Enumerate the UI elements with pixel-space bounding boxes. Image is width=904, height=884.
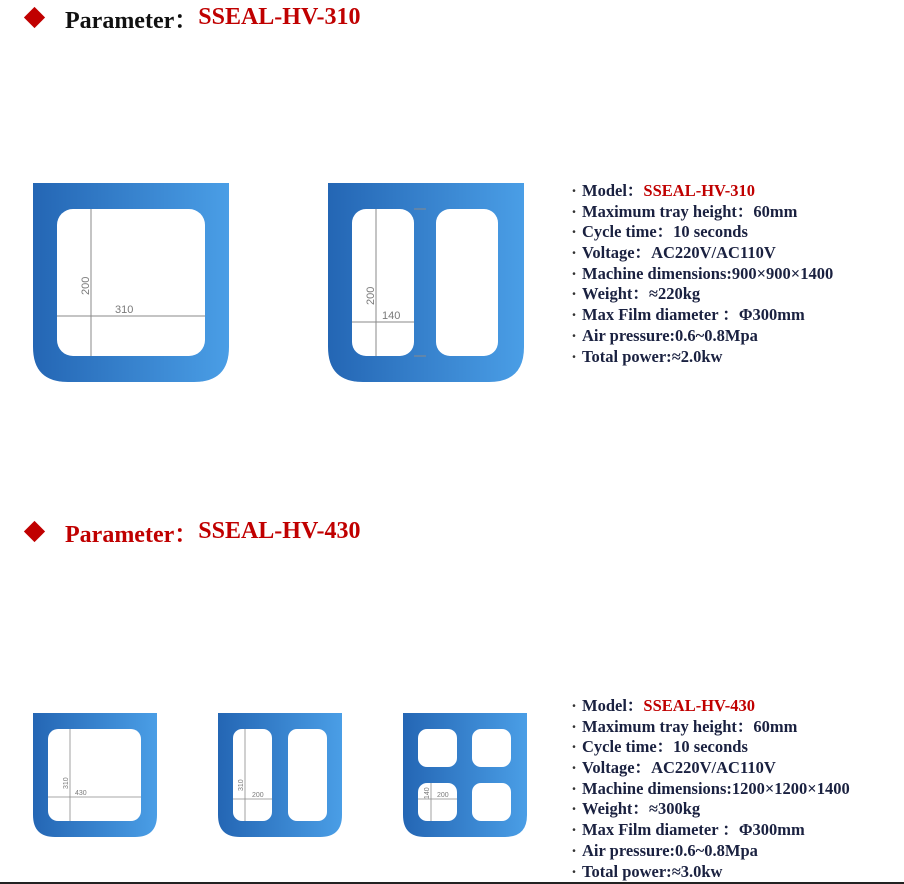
spec-item-film-diameter: [566, 820, 850, 841]
spec-item-machine-dimensions: [566, 264, 833, 285]
spec-label: Maximum tray height：: [582, 716, 754, 736]
spec-value: ≈300kg: [648, 799, 701, 819]
spec-item-weight: [566, 799, 850, 820]
spec-value: ≈2.0kw: [671, 346, 723, 366]
spec-label: Voltage：: [582, 758, 652, 778]
middle-dot-icon: ·: [571, 284, 577, 304]
spec-value: ≈3.0kw: [671, 861, 723, 881]
mold-four-cavity-diagram: [403, 713, 527, 837]
middle-dot-icon: ·: [571, 840, 577, 860]
spec-value: Φ300mm: [738, 820, 805, 840]
mold-single-cavity-diagram: [33, 713, 157, 837]
dim-width-label: 200: [437, 792, 449, 799]
spec-value: AC220V/AC110V: [651, 243, 776, 263]
middle-dot-icon: ·: [571, 222, 577, 242]
spec-item-film-diameter: [566, 305, 833, 326]
mold-double-cavity-diagram: [328, 183, 524, 382]
middle-dot-icon: ·: [571, 181, 577, 200]
spec-label: Voltage：: [582, 243, 652, 263]
spec-value: SSEAL-HV-310: [643, 181, 755, 200]
spec-label: Machine dimensions:: [582, 778, 732, 798]
spec-list: [566, 181, 833, 367]
dim-height-label: 140: [424, 787, 431, 799]
middle-dot-icon: ·: [571, 696, 577, 715]
middle-dot-icon: ·: [571, 201, 577, 221]
dim-width-label: 200: [252, 792, 264, 799]
spec-value: 0.6~0.8Mpa: [675, 325, 758, 345]
spec-item-model: [566, 696, 850, 717]
mold-single-cavity-diagram: [33, 183, 229, 382]
middle-dot-icon: ·: [571, 778, 577, 798]
middle-dot-icon: ·: [571, 305, 577, 325]
middle-dot-icon: ·: [571, 716, 577, 736]
diamond-icon: [24, 520, 45, 541]
heading-model: SSEAL-HV-430: [198, 517, 361, 544]
spec-label: Cycle time：: [582, 737, 674, 757]
dim-height-label: 310: [63, 777, 70, 789]
spec-label: Cycle time：: [582, 222, 674, 242]
middle-dot-icon: ·: [571, 737, 577, 757]
spec-value: 1200×1200×1400: [731, 778, 850, 798]
spec-label: Total power:: [582, 861, 672, 881]
dim-width-label: 310: [115, 304, 134, 316]
middle-dot-icon: ·: [571, 263, 577, 283]
spec-label: Maximum tray height：: [582, 201, 754, 221]
diamond-icon: [24, 6, 45, 27]
spec-value: 0.6~0.8Mpa: [675, 840, 758, 860]
spec-item-weight: [566, 284, 833, 305]
spec-value: ≈220kg: [648, 284, 701, 304]
spec-item-machine-dimensions: [566, 779, 850, 800]
section-heading: [24, 0, 361, 34]
spec-value: 10 seconds: [673, 222, 748, 242]
heading-model: SSEAL-HV-310: [198, 3, 361, 30]
dim-width-label: 430: [75, 790, 87, 797]
spec-value: Φ300mm: [738, 305, 805, 325]
spec-item-air-pressure: [566, 841, 850, 862]
spec-label: Weight：: [582, 799, 649, 819]
section-heading: [24, 514, 361, 548]
spec-label: Max Film diameter ：: [582, 820, 739, 840]
spec-value: 10 seconds: [673, 737, 748, 757]
spec-item-total-power: [566, 862, 850, 883]
spec-item-voltage: [566, 758, 850, 779]
dim-height-label: 310: [238, 779, 245, 791]
spec-label: Model：: [582, 696, 644, 715]
spec-value: 900×900×1400: [731, 263, 834, 283]
spec-label: Weight：: [582, 284, 649, 304]
spec-label: Total power:: [582, 346, 672, 366]
spec-label: Air pressure:: [582, 840, 676, 860]
middle-dot-icon: ·: [571, 243, 577, 263]
spec-item-tray-height: [566, 202, 833, 223]
middle-dot-icon: ·: [571, 861, 577, 881]
heading-label: Parameter：: [65, 521, 199, 548]
mold-double-cavity-diagram: [218, 713, 342, 837]
spec-item-model: [566, 181, 833, 202]
spec-label: Air pressure:: [582, 325, 676, 345]
spec-value: SSEAL-HV-430: [643, 696, 755, 715]
dim-height-label: 200: [80, 276, 92, 295]
spec-item-air-pressure: [566, 326, 833, 347]
middle-dot-icon: ·: [571, 346, 577, 366]
spec-item-cycle-time: [566, 737, 850, 758]
spec-item-voltage: [566, 243, 833, 264]
spec-label: Max Film diameter ：: [582, 305, 739, 325]
dim-height-label: 200: [365, 286, 377, 305]
middle-dot-icon: ·: [571, 799, 577, 819]
spec-label: Model：: [582, 181, 644, 200]
spec-list: [566, 696, 850, 882]
spec-item-total-power: [566, 347, 833, 368]
middle-dot-icon: ·: [571, 820, 577, 840]
middle-dot-icon: ·: [571, 325, 577, 345]
middle-dot-icon: ·: [571, 758, 577, 778]
spec-value: 60mm: [753, 201, 798, 221]
spec-value: AC220V/AC110V: [651, 758, 776, 778]
dim-width-label: 140: [382, 310, 401, 322]
heading-label: Parameter：: [65, 7, 199, 34]
spec-item-tray-height: [566, 717, 850, 738]
spec-item-cycle-time: [566, 222, 833, 243]
spec-label: Machine dimensions:: [582, 263, 732, 283]
spec-value: 60mm: [753, 716, 798, 736]
